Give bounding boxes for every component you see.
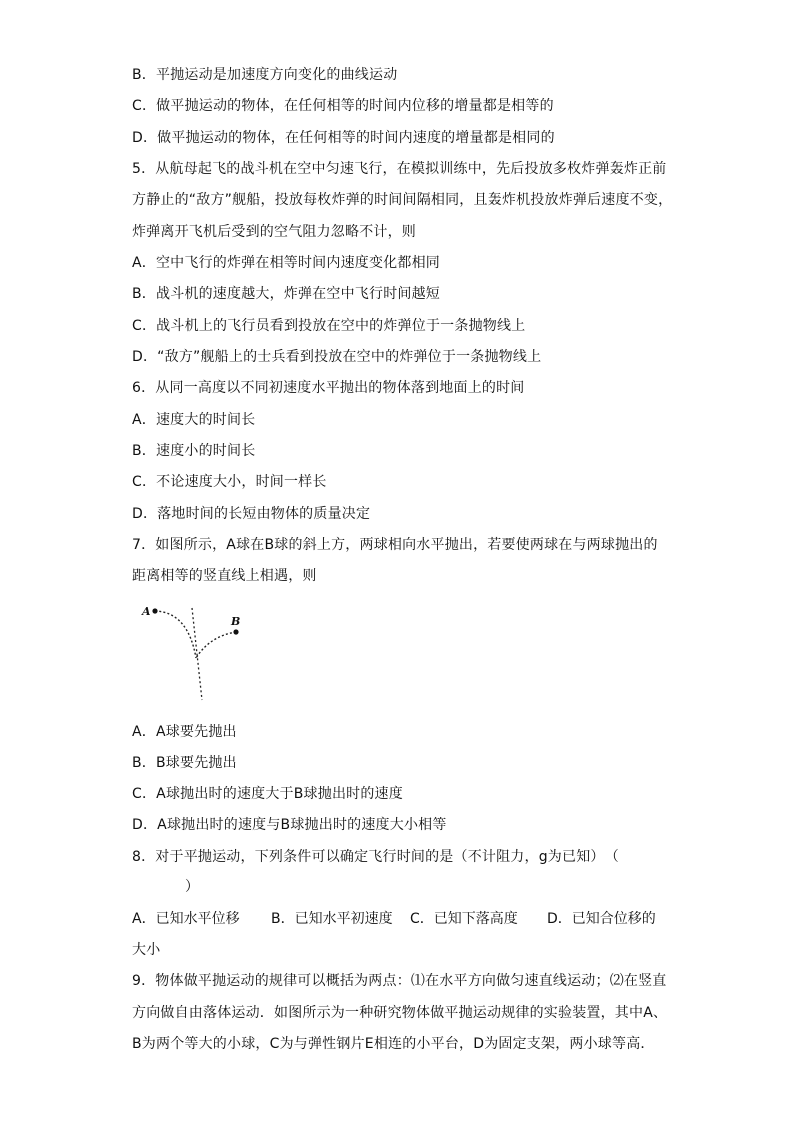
q5-option-d: D．“敌方”舰船上的士兵看到投放在空中的炸弹位于一条抛物线上 <box>132 349 542 365</box>
ball-b-label: B <box>231 615 241 628</box>
q8-option-c: C．已知下落高度 <box>410 911 518 927</box>
q7-option-b: B．B球要先抛出 <box>132 755 237 771</box>
q5-option-c: C．战斗机上的飞行员看到投放在空中的炸弹位于一条抛物线上 <box>132 318 526 334</box>
ball-b-trajectory <box>196 632 236 658</box>
q5-option-b: B．战斗机的速度越大，炸弹在空中飞行时间越短 <box>132 286 441 302</box>
q8-answer-paren: ） <box>185 879 200 895</box>
q7-stem-line-2: 距离相等的竖直线上相遇，则 <box>132 568 317 584</box>
q8-option-a: A．已知水平位移 <box>132 911 240 927</box>
q6-stem: 6．从同一高度以不同初速度水平抛出的物体落到地面上的时间 <box>132 380 525 396</box>
q7-stem-line-1: 7．如图所示，A球在B球的斜上方，两球相向水平抛出，若要使两球在与两球抛出的 <box>132 537 658 553</box>
q8-option-d: D．已知合位移的 <box>547 911 656 927</box>
ball-a-trajectory <box>155 611 196 658</box>
q8-stem: 8．对于平抛运动，下列条件可以确定飞行时间的是（不计阻力，g为已知） （ <box>132 849 619 865</box>
q6-option-c: C．不论速度大小，时间一样长 <box>132 474 327 490</box>
q8-option-d-continued: 大小 <box>132 942 161 958</box>
q9-stem-line-1: 9．物体做平抛运动的规律可以概括为两点：⑴在水平方向做匀速直线运动；⑵在竖直 <box>132 973 667 989</box>
q9-stem-line-3: B为两个等大的小球，C为与弹性钢片E相连的小平台，D为固定支架，两小球等高． <box>132 1036 655 1052</box>
q5-stem-line-3: 炸弹离开飞机后受到的空气阻力忽略不计，则 <box>132 224 416 240</box>
ball-a <box>152 608 157 613</box>
q7-trajectory-figure <box>138 600 258 704</box>
meeting-vertical-line <box>192 608 202 700</box>
q4-option-b: B．平抛运动是加速度方向变化的曲线运动 <box>132 67 398 83</box>
q5-stem-line-1: 5．从航母起飞的战斗机在空中匀速飞行，在模拟训练中，先后投放多枚炸弹轰炸正前 <box>132 161 667 177</box>
q4-option-c: C．做平抛运动的物体，在任何相等的时间内位移的增量都是相等的 <box>132 98 554 114</box>
ball-a-label: A <box>142 605 151 618</box>
q7-option-a: A．A球要先抛出 <box>132 724 237 740</box>
q7-option-d: D．A球抛出时的速度与B球抛出时的速度大小相等 <box>132 817 447 833</box>
q7-option-c: C．A球抛出时的速度大于B球抛出时的速度 <box>132 786 403 802</box>
q6-option-d: D．落地时间的长短由物体的质量决定 <box>132 506 371 522</box>
q8-option-b: B．已知水平初速度 <box>271 911 393 927</box>
q6-option-a: A．速度大的时间长 <box>132 412 256 428</box>
q6-option-b: B．速度小的时间长 <box>132 443 256 459</box>
q5-option-a: A．空中飞行的炸弹在相等时间内速度变化都相同 <box>132 255 440 271</box>
q8-options-row <box>132 910 662 928</box>
ball-b <box>233 629 238 634</box>
q9-stem-line-2: 方向做自由落体运动．如图所示为一种研究物体做平抛运动规律的实验装置，其中A、 <box>132 1005 668 1021</box>
q5-stem-line-2: 方静止的“敌方”舰船，投放每枚炸弹的时间间隔相同，且轰炸机投放炸弹后速度不变， <box>132 192 673 208</box>
q4-option-d: D．做平抛运动的物体，在任何相等的时间内速度的增量都是相同的 <box>132 130 555 146</box>
